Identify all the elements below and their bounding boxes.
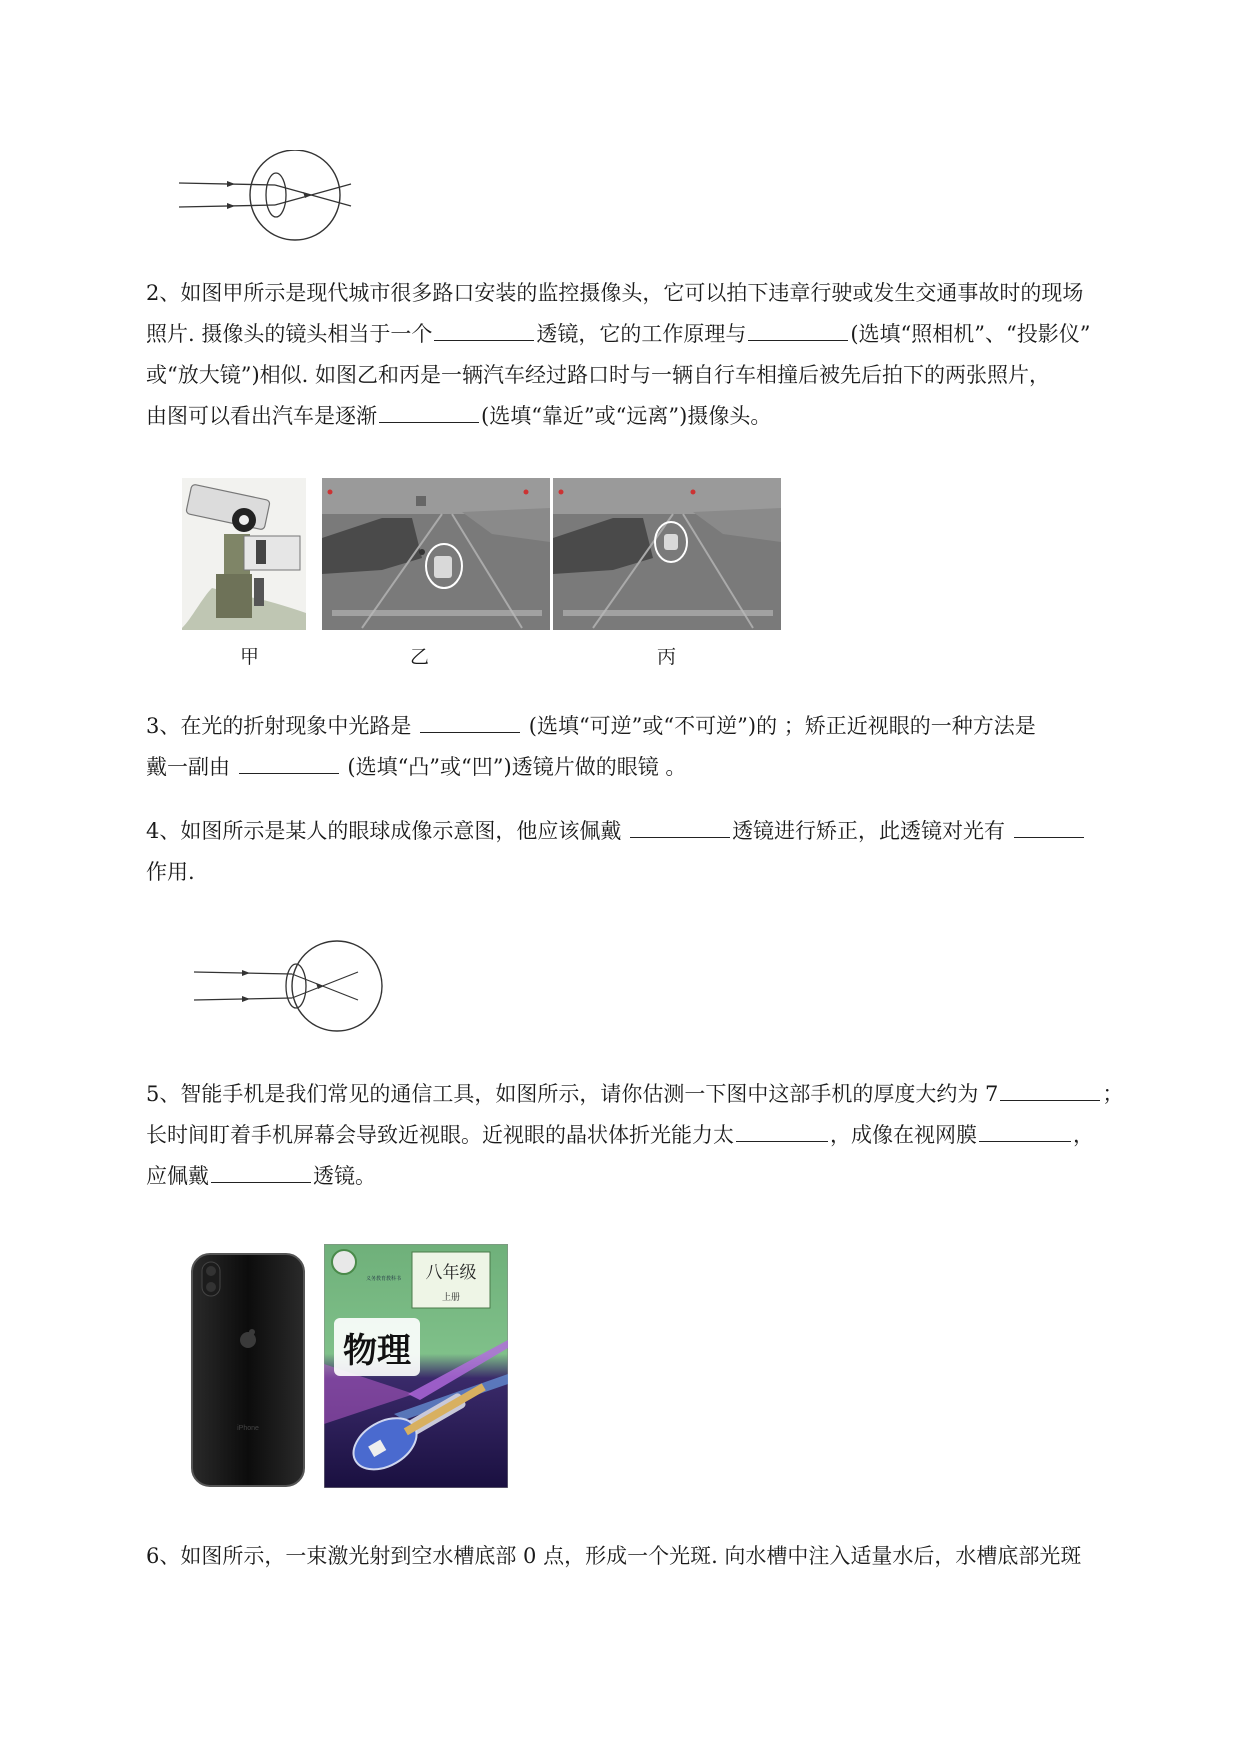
phone-label: iPhone [237,1425,259,1432]
question-6 [146,1536,1156,1577]
physics-textbook-image [324,1244,508,1488]
question-4 [146,811,1156,893]
q4-line-2: 作用. [146,860,195,884]
answer-blank-direction[interactable] [379,421,479,423]
caption-yi: 乙 [410,646,430,668]
question-3 [146,706,1156,788]
book-grade: 八年级 [425,1263,477,1283]
q5-line-1: 5、智能手机是我们常见的通信工具，如图所示，请你估测一下图中这部手机的厚度大约为 7 ； [146,1082,1124,1106]
answer-blank-image-position[interactable] [979,1140,1071,1142]
book-subject: 物理 [343,1331,411,1371]
q2-line-4: 由图可以看出汽车是逐渐 (选填“靠近”或“远离”)摄像头。 [146,404,772,428]
q3-line-1: 3、在光的折射现象中光路是 (选填“可逆”或“不可逆”)的 ；矫正近视眼的一种方法是 [146,714,1036,738]
q6-line-1: 6、如图所示，一束激光射到空水槽底部 0 点，形成一个光斑. 向水槽中注入适量水后，水槽底部光斑 [146,1544,1082,1568]
phone-image [190,1252,306,1488]
caption-jia: 甲 [240,646,260,668]
answer-blank-lens-effect[interactable] [1014,836,1084,838]
camera-photo-jia [182,478,306,630]
q5-line-3: 应佩戴 透镜。 [146,1164,376,1188]
q2-line-3: 或“放大镜”)相似. 如图乙和丙是一辆汽车经过路口时与一辆自行车相撞后被先后拍下的两张照片， [146,363,1051,387]
book-volume: 上册 [441,1293,461,1303]
answer-blank-refraction[interactable] [736,1140,828,1142]
q4-line-1: 4、如图所示是某人的眼球成像示意图，他应该佩戴 透镜进行矫正，此透镜对光有 [146,811,1156,852]
answer-blank-lens-type[interactable] [434,339,534,341]
eye-diagram-top [175,150,375,250]
caption-bing: 丙 [657,646,677,668]
answer-blank-reversible[interactable] [420,731,520,733]
answer-blank-lens-correction[interactable] [630,836,730,838]
book-publisher: 义务教育教科书 [366,1276,402,1282]
traffic-photo-yi [322,478,550,630]
eye-diagram-q4 [190,938,400,1048]
q3-line-2: 戴一副由 (选填“凸”或“凹”)透镜片做的眼镜 。 [146,755,687,779]
q2-line-2: 照片. 摄像头的镜头相当于一个 透镜，它的工作原理与 (选填“照相机”、“投影仪” [146,322,1091,346]
answer-blank-lens-wear[interactable] [211,1181,311,1183]
answer-blank-thickness[interactable] [1000,1099,1100,1101]
answer-blank-principle[interactable] [748,339,848,341]
answer-blank-convex-concave[interactable] [239,772,339,774]
traffic-photo-bing [553,478,781,630]
q5-line-2: 长时间盯着手机屏幕会导致近视眼。近视眼的晶状体折光能力太 ，成像在视网膜 ， [146,1123,1094,1147]
question-2 [146,273,1156,437]
question-5 [146,1074,1156,1197]
q2-line-1: 2、如图甲所示是现代城市很多路口安装的监控摄像头，它可以拍下违章行驶或发生交通事故时的现场 [146,281,1084,305]
